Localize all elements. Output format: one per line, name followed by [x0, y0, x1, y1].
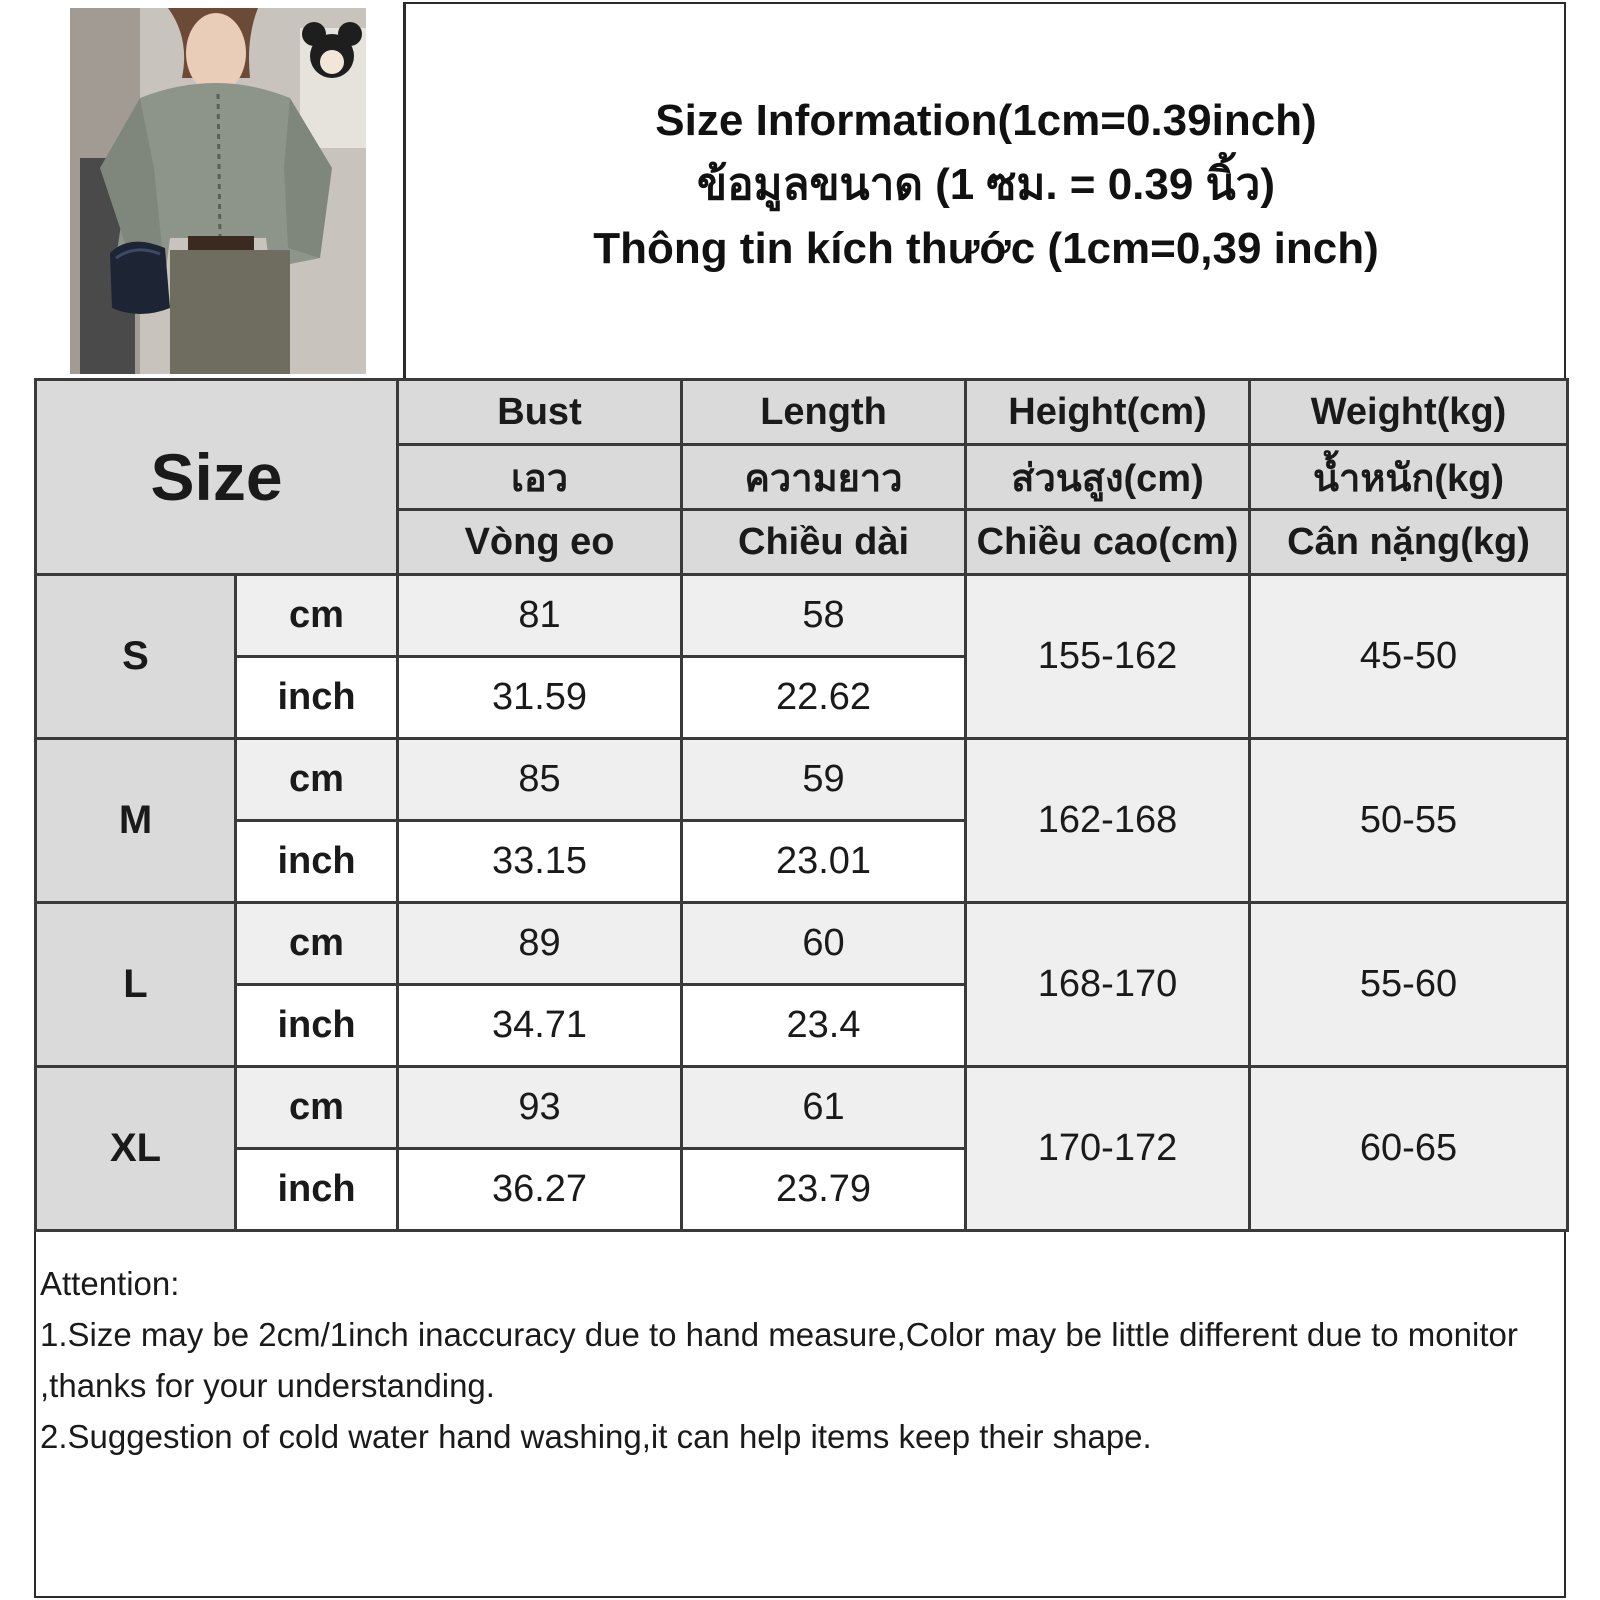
- bust-inch: 34.71: [398, 985, 682, 1067]
- table-row: [36, 739, 1568, 821]
- unit-cm: cm: [236, 903, 398, 985]
- photo-cell: [34, 2, 406, 378]
- col-length-th: ความยาว: [682, 445, 966, 510]
- height-range: 162-168: [966, 739, 1250, 903]
- height-range: 155-162: [966, 575, 1250, 739]
- size-cell: M: [36, 739, 236, 903]
- bust-inch: 31.59: [398, 657, 682, 739]
- table-row: [36, 903, 1568, 985]
- bust-cm: 89: [398, 903, 682, 985]
- length-inch: 23.4: [682, 985, 966, 1067]
- bust-inch: 33.15: [398, 821, 682, 903]
- weight-range: 50-55: [1250, 739, 1568, 903]
- model-photo-icon: [70, 8, 366, 374]
- note-item: 2.Suggestion of cold water hand washing,it can help items keep their shape.: [40, 1418, 1152, 1455]
- col-bust-vi: Vòng eo: [398, 510, 682, 575]
- title-english: Size Information(1cm=0.39inch): [655, 96, 1317, 145]
- header-row-english: [36, 380, 1568, 445]
- length-cm: 61: [682, 1067, 966, 1149]
- size-cell: L: [36, 903, 236, 1067]
- height-range: 168-170: [966, 903, 1250, 1067]
- unit-inch: inch: [236, 821, 398, 903]
- length-cm: 58: [682, 575, 966, 657]
- weight-range: 45-50: [1250, 575, 1568, 739]
- table-row: [36, 1067, 1568, 1149]
- size-information-title: [406, 2, 1566, 378]
- bust-cm: 81: [398, 575, 682, 657]
- bust-inch: 36.27: [398, 1149, 682, 1231]
- col-height-vi: Chiều cao(cm): [966, 510, 1250, 575]
- unit-inch: inch: [236, 657, 398, 739]
- col-weight-th: น้ำหนัก(kg): [1250, 445, 1568, 510]
- title-thai: ข้อมูลขนาด (1 ซม. = 0.39 นิ้ว): [696, 160, 1275, 209]
- col-height-en: Height(cm): [966, 380, 1250, 445]
- unit-inch: inch: [236, 1149, 398, 1231]
- bust-cm: 93: [398, 1067, 682, 1149]
- size-cell: S: [36, 575, 236, 739]
- col-bust-th: เอว: [398, 445, 682, 510]
- size-table: [34, 378, 1569, 1232]
- note-item: 1.Size may be 2cm/1inch inaccuracy due to hand measure,Color may be little different due to monitor ,thanks for your understanding.: [40, 1316, 1518, 1404]
- unit-cm: cm: [236, 739, 398, 821]
- weight-range: 60-65: [1250, 1067, 1568, 1231]
- attention-title: Attention:: [40, 1265, 180, 1302]
- attention-notes: [40, 1258, 1556, 1462]
- unit-cm: cm: [236, 1067, 398, 1149]
- product-photo: [70, 8, 366, 374]
- unit-cm: cm: [236, 575, 398, 657]
- length-inch: 23.01: [682, 821, 966, 903]
- height-range: 170-172: [966, 1067, 1250, 1231]
- size-header: Size: [36, 380, 398, 575]
- length-inch: 23.79: [682, 1149, 966, 1231]
- col-bust-en: Bust: [398, 380, 682, 445]
- size-cell: XL: [36, 1067, 236, 1231]
- col-height-th: ส่วนสูง(cm): [966, 445, 1250, 510]
- col-weight-vi: Cân nặng(kg): [1250, 510, 1568, 575]
- length-inch: 22.62: [682, 657, 966, 739]
- col-weight-en: Weight(kg): [1250, 380, 1568, 445]
- table-row: [36, 575, 1568, 657]
- length-cm: 59: [682, 739, 966, 821]
- weight-range: 55-60: [1250, 903, 1568, 1067]
- title-vietnamese: Thông tin kích thước (1cm=0,39 inch): [593, 224, 1379, 273]
- col-length-vi: Chiều dài: [682, 510, 966, 575]
- bust-cm: 85: [398, 739, 682, 821]
- length-cm: 60: [682, 903, 966, 985]
- unit-inch: inch: [236, 985, 398, 1067]
- col-length-en: Length: [682, 380, 966, 445]
